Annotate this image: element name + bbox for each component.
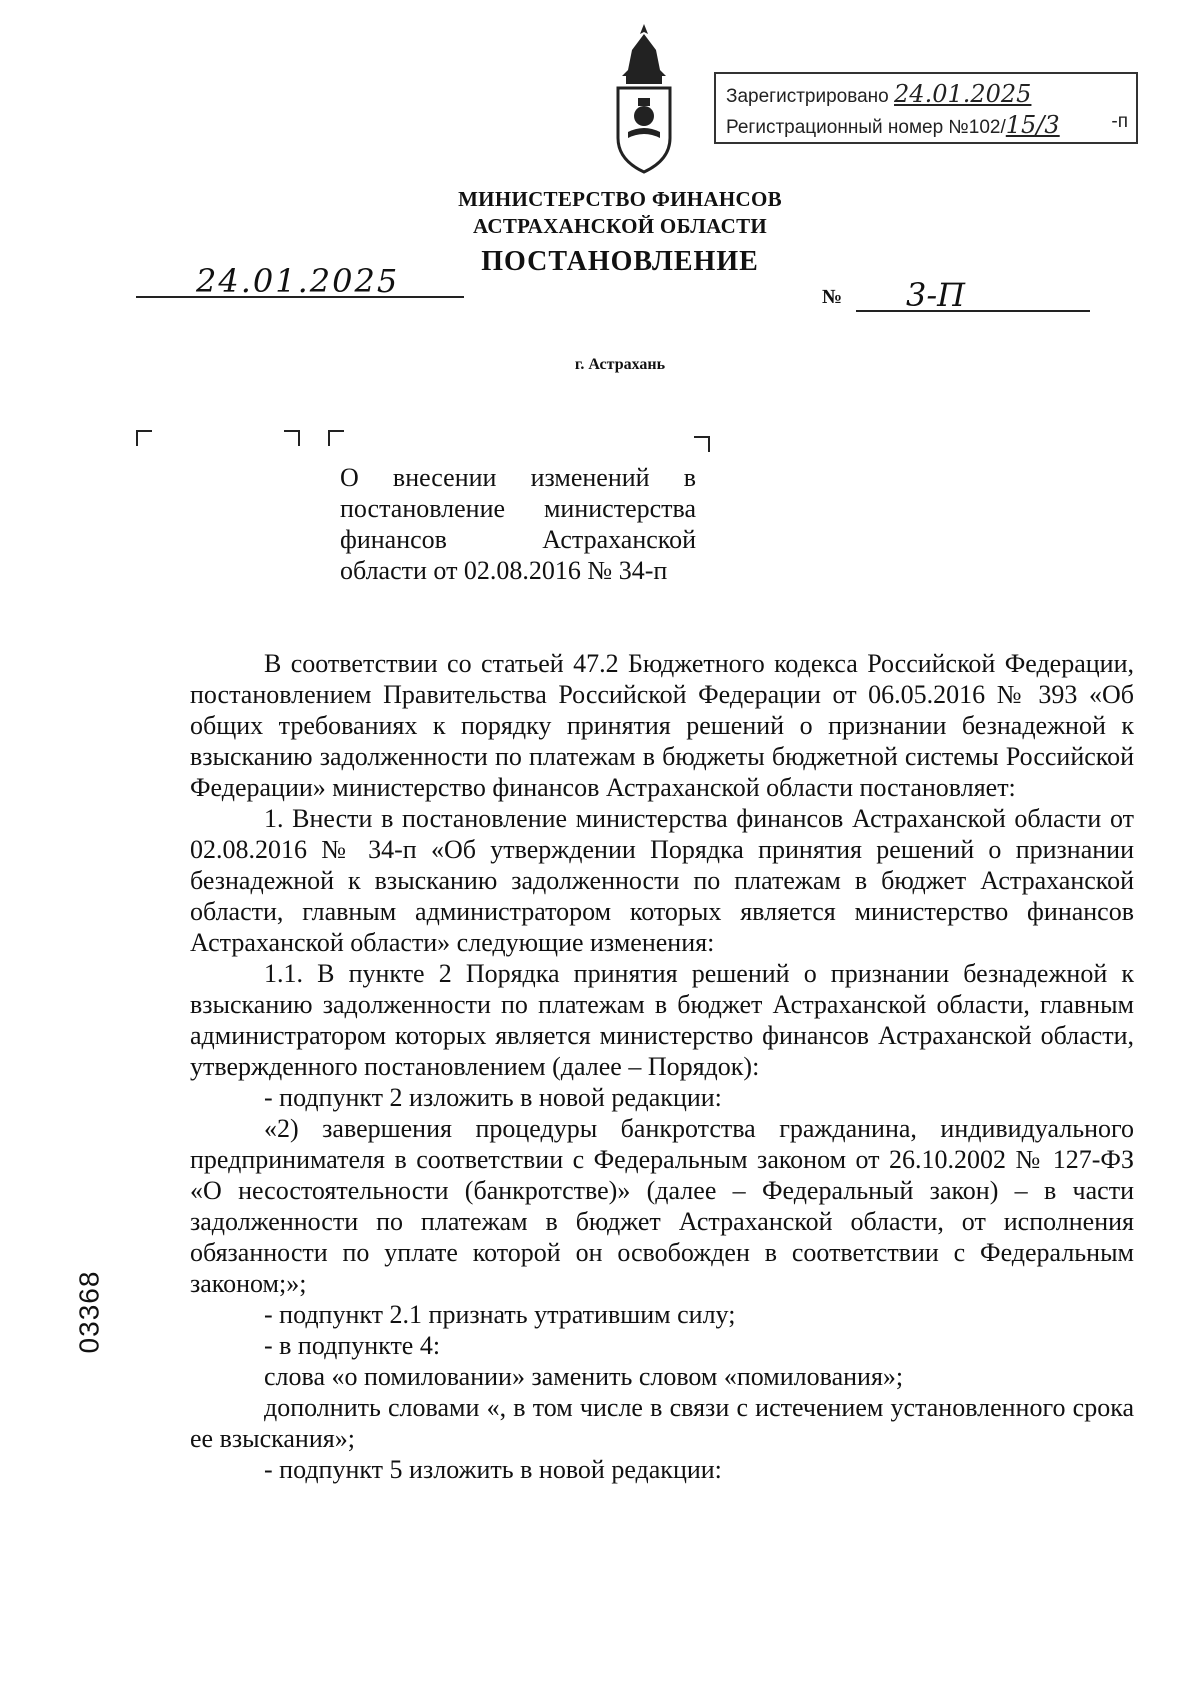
stamp-reg-number-label: Регистрационный номер №102/ (726, 117, 1006, 138)
document-date: 24.01.2025 (196, 262, 400, 300)
side-margin-number (70, 1262, 110, 1362)
stamp-reg-number-value: 15/3 (1005, 111, 1060, 139)
date-underline (136, 296, 464, 298)
city-line: г. Астрахань (574, 356, 666, 373)
side-number-text: 03368 (73, 1270, 105, 1354)
bracket-corner (328, 430, 344, 446)
coat-of-arms-emblem (604, 20, 684, 180)
document-subject: О внесении изменений в постановление министерства финансов Астраханской области от 02.08.2016 № 34-п (340, 463, 696, 585)
stamp-registered-label: Зарегистрировано (726, 86, 889, 107)
stamp-registered-date: 24.01.2025 (894, 80, 1032, 108)
paragraph: - в подпункте 4: (264, 1331, 441, 1360)
paragraph: - подпункт 2 изложить в новой редакции: (264, 1083, 722, 1112)
bracket-corner (284, 430, 300, 446)
document-number: 3-П (906, 276, 966, 314)
stamp-reg-number-suffix: -п (1111, 111, 1128, 132)
document-title: ПОСТАНОВЛЕНИЕ (481, 246, 759, 277)
ministry-line-2: АСТРАХАНСКОЙ ОБЛАСТИ (472, 214, 768, 238)
document-body (190, 648, 1134, 1485)
paragraph: В соответствии со статьей 47.2 Бюджетного кодекса Российской Федерации, постановлением Правительства Российской Федерации от 06.05.2016 № 393 «Об общих требованиях к порядку принятия решений о признании безнадежной к взысканию задолженности по платежам в бюджеты бюджетной системы Российской Федерации» министерство финансов Астраханской области постановляет: (190, 649, 1134, 802)
paragraph: 1. Внести в постановление министерства финансов Астраханской области от 02.08.2016 № 34-п «Об утверждении Порядка принятия решений о признании безнадежной к взысканию задолженности по платежам в бюджет Астраханской области, главным администратором которых является министерство финансов Астраханской области» следующие изменения: (190, 804, 1134, 957)
paragraph: - подпункт 2.1 признать утратившим силу; (264, 1300, 736, 1329)
bracket-corner (136, 430, 152, 446)
number-underline (856, 310, 1090, 312)
paragraph: - подпункт 5 изложить в новой редакции: (264, 1455, 722, 1484)
paragraph: 1.1. В пункте 2 Порядка принятия решений о признании безнадежной к взысканию задолженности по платежам в бюджет Астраханской области, главным администратором которых является министерство финансов Астраханской области, утвержденного постановлением (далее – Порядок): (190, 959, 1134, 1081)
ministry-name (420, 186, 820, 240)
registration-stamp (714, 72, 1138, 144)
paragraph: дополнить словами «, в том числе в связи с истечением установленного срока ее взыскания»; (190, 1393, 1134, 1453)
paragraph: «2) завершения процедуры банкротства гражданина, индивидуального предпринимателя в соответствии с Федеральным законом от 26.10.2002 № 127-ФЗ «О несостоятельности (банкротстве)» (далее – Федеральный закон) – в части задолженности по платежам в бюджет Астраханской области, от исполнения обязанности по уплате которой он освобожден в соответствии с Федеральным законом;»; (190, 1114, 1134, 1298)
ministry-line-1: МИНИСТЕРСТВО ФИНАНСОВ (458, 187, 782, 211)
paragraph: слова «о помиловании» заменить словом «помилования»; (264, 1362, 904, 1391)
number-label: № (822, 286, 843, 308)
bracket-corner (694, 436, 710, 452)
